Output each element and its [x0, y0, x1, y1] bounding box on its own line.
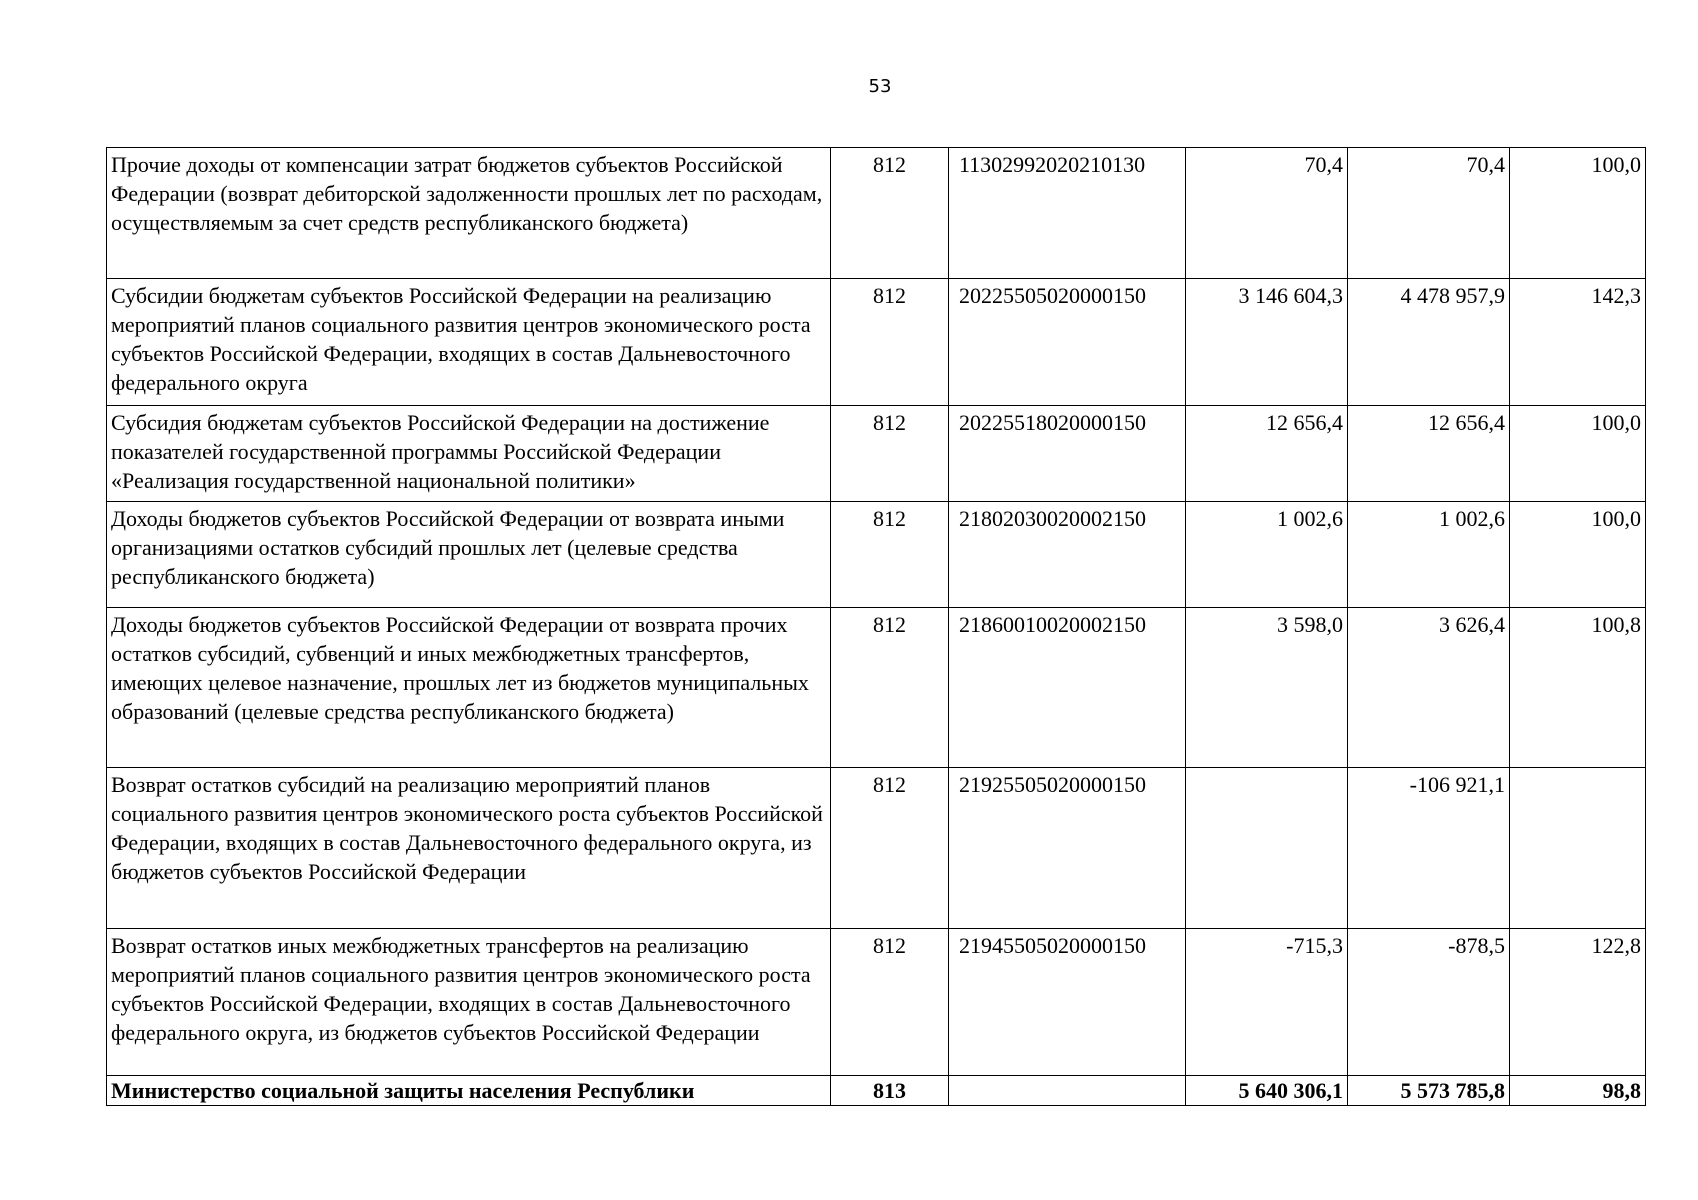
row-percent-value: [1510, 768, 1646, 929]
row-fact-value: 3 626,4: [1348, 608, 1510, 768]
row-admin-code: 812: [831, 279, 949, 406]
row-budget-code: 20225505020000150: [949, 279, 1186, 406]
row-description: Доходы бюджетов субъектов Российской Федерации от возврата прочих остатков субсидий, субвенций и иных межбюджетных трансфертов, имеющих целевое назначение, прошлых лет из бюджетов муниципальных образований (целевые средства республиканского бюджета): [107, 608, 831, 768]
table-row: [107, 768, 1646, 929]
row-fact-value: -106 921,1: [1348, 768, 1510, 929]
table-row: [107, 608, 1646, 768]
row-budget-code: 11302992020210130: [949, 148, 1186, 279]
row-plan-value: 12 656,4: [1186, 406, 1348, 502]
row-plan-value: 3 146 604,3: [1186, 279, 1348, 406]
total-percent-value: 98,8: [1510, 1076, 1646, 1106]
row-description: Возврат остатков субсидий на реализацию мероприятий планов социального развития центров экономического роста субъектов Российской Федерации, входящих в состав Дальневосточного федерального округа, из бюджетов субъектов Российской Федерации: [107, 768, 831, 929]
row-fact-value: 70,4: [1348, 148, 1510, 279]
page-number: 53: [868, 76, 892, 97]
row-plan-value: 1 002,6: [1186, 502, 1348, 608]
row-fact-value: -878,5: [1348, 929, 1510, 1076]
total-plan-value: 5 640 306,1: [1186, 1076, 1348, 1106]
row-fact-value: 1 002,6: [1348, 502, 1510, 608]
row-plan-value: -715,3: [1186, 929, 1348, 1076]
row-plan-value: [1186, 768, 1348, 929]
total-admin-code: 813: [831, 1076, 949, 1106]
row-percent-value: 142,3: [1510, 279, 1646, 406]
row-plan-value: 70,4: [1186, 148, 1348, 279]
row-budget-code: 20225518020000150: [949, 406, 1186, 502]
table-row: [107, 148, 1646, 279]
row-description: Субсидии бюджетам субъектов Российской Федерации на реализацию мероприятий планов социального развития центров экономического роста субъектов Российской Федерации, входящих в состав Дальневосточного федерального округа: [107, 279, 831, 406]
row-budget-code: 21860010020002150: [949, 608, 1186, 768]
row-admin-code: 812: [831, 502, 949, 608]
row-fact-value: 4 478 957,9: [1348, 279, 1510, 406]
row-budget-code: 21925505020000150: [949, 768, 1186, 929]
row-percent-value: 100,0: [1510, 406, 1646, 502]
row-admin-code: 812: [831, 608, 949, 768]
table-row: [107, 502, 1646, 608]
row-plan-value: 3 598,0: [1186, 608, 1348, 768]
table-row: [107, 929, 1646, 1076]
row-budget-code: 21945505020000150: [949, 929, 1186, 1076]
total-budget-code: [949, 1076, 1186, 1106]
row-description: Возврат остатков иных межбюджетных трансфертов на реализацию мероприятий планов социального развития центров экономического роста субъектов Российской Федерации, входящих в состав Дальневосточного федерального округа, из бюджетов субъектов Российской Федерации: [107, 929, 831, 1076]
table-row: [107, 406, 1646, 502]
row-description: Доходы бюджетов субъектов Российской Федерации от возврата иными организациями остатков субсидий прошлых лет (целевые средства республиканского бюджета): [107, 502, 831, 608]
total-row: [107, 1076, 1646, 1106]
row-percent-value: 100,0: [1510, 148, 1646, 279]
row-percent-value: 100,8: [1510, 608, 1646, 768]
row-budget-code: 21802030020002150: [949, 502, 1186, 608]
row-percent-value: 100,0: [1510, 502, 1646, 608]
total-fact-value: 5 573 785,8: [1348, 1076, 1510, 1106]
row-admin-code: 812: [831, 768, 949, 929]
row-admin-code: 812: [831, 148, 949, 279]
budget-revenue-table: [106, 147, 1646, 1106]
table-row: [107, 279, 1646, 406]
row-admin-code: 812: [831, 406, 949, 502]
total-description: Министерство социальной защиты населения Республики: [107, 1076, 831, 1106]
row-percent-value: 122,8: [1510, 929, 1646, 1076]
row-admin-code: 812: [831, 929, 949, 1076]
row-description: Субсидия бюджетам субъектов Российской Федерации на достижение показателей государственной программы Российской Федерации «Реализация государственной национальной политики»: [107, 406, 831, 502]
row-description: Прочие доходы от компенсации затрат бюджетов субъектов Российской Федерации (возврат дебиторской задолженности прошлых лет по расходам, осуществляемым за счет средств республиканского бюджета): [107, 148, 831, 279]
row-fact-value: 12 656,4: [1348, 406, 1510, 502]
